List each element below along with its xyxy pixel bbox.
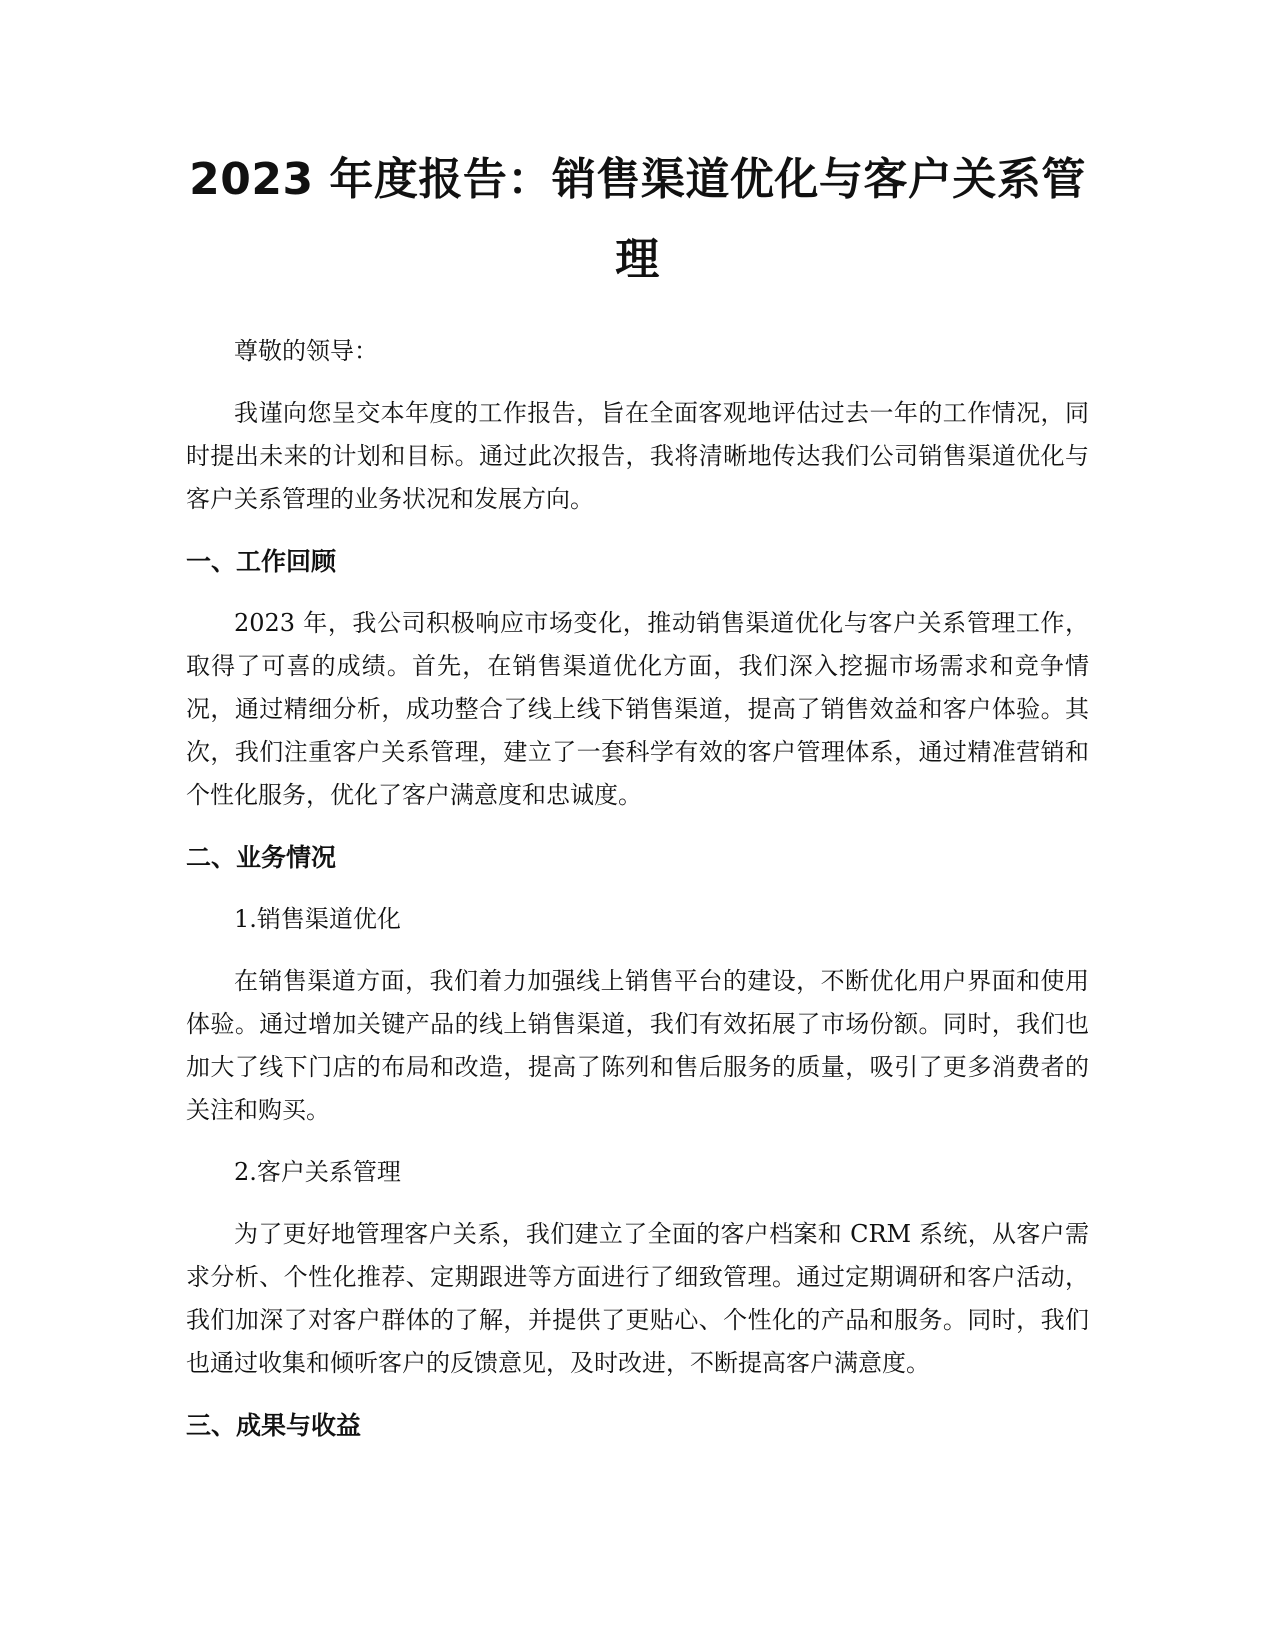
subheading-sales-channel: 1.销售渠道优化	[234, 905, 401, 933]
subheading-customer-relations: 2.客户关系管理	[234, 1158, 401, 1186]
intro-paragraph: 我谨向您呈交本年度的工作报告，旨在全面客观地评估过去一年的工作情况，同时提出未来的计划和目标。通过此次报告，我将清晰地传达我们公司销售渠道优化与客户关系管理的业务状况和发展方向。	[186, 399, 1089, 513]
document-title: 2023 年度报告：销售渠道优化与客户关系管理	[189, 154, 1086, 285]
section-heading-business: 二、业务情况	[186, 843, 337, 872]
salutation: 尊敬的领导：	[234, 337, 378, 365]
sales-channel-paragraph: 在销售渠道方面，我们着力加强线上销售平台的建设，不断优化用户界面和使用体验。通过增加关键产品的线上销售渠道，我们有效拓展了市场份额。同时，我们也加大了线下门店的布局和改造，提高了陈列和售后服务的质量，吸引了更多消费者的关注和购买。	[186, 967, 1089, 1124]
section-heading-work-review: 一、工作回顾	[186, 547, 337, 576]
customer-relations-paragraph: 为了更好地管理客户关系，我们建立了全面的客户档案和 CRM 系统，从客户需求分析、个性化推荐、定期跟进等方面进行了细致管理。通过定期调研和客户活动，我们加深了对客户群体的了解，并提供了更贴心、个性化的产品和服务。同时，我们也通过收集和倾听客户的反馈意见，及时改进，不断提高客户满意度。	[186, 1220, 1089, 1377]
work-review-paragraph: 2023 年，我公司积极响应市场变化，推动销售渠道优化与客户关系管理工作，取得了可喜的成绩。首先，在销售渠道优化方面，我们深入挖掘市场需求和竞争情况，通过精细分析，成功整合了线上线下销售渠道，提高了销售效益和客户体验。其次，我们注重客户关系管理，建立了一套科学有效的客户管理体系，通过精准营销和个性化服务，优化了客户满意度和忠诚度。	[186, 609, 1089, 809]
section-heading-results: 三、成果与收益	[186, 1411, 362, 1440]
document-page	[186, 140, 1089, 1447]
